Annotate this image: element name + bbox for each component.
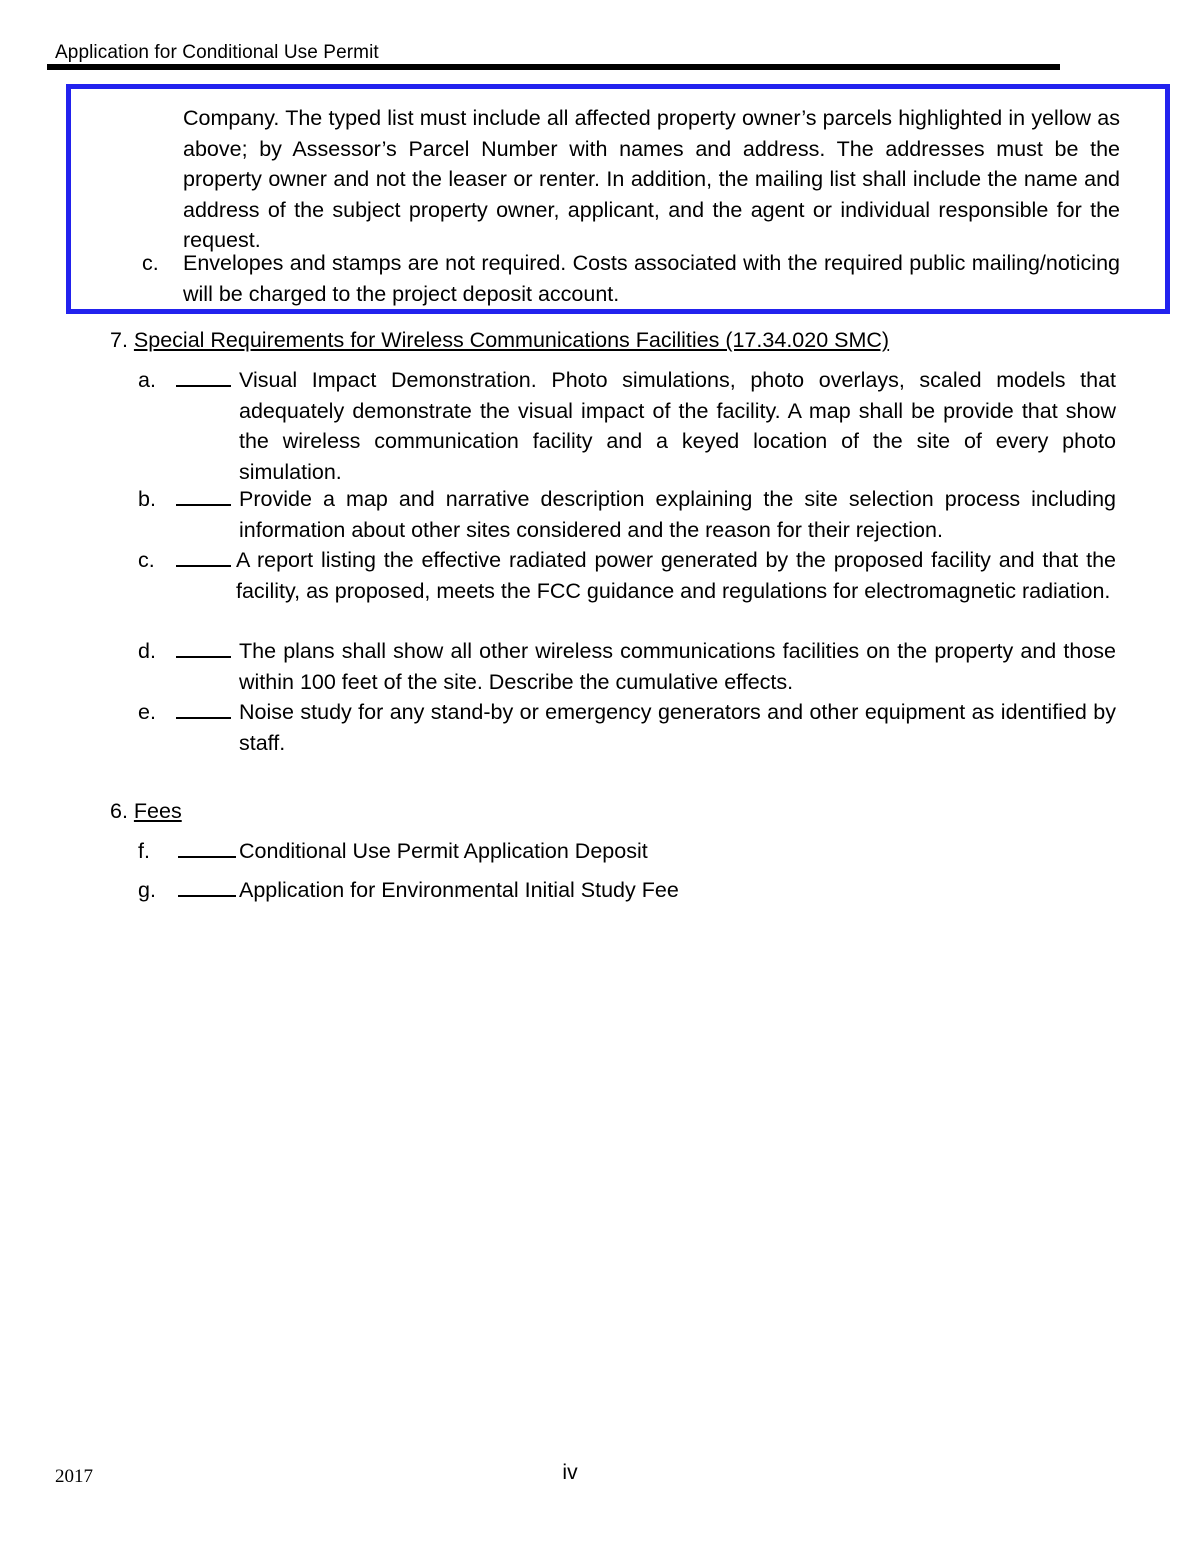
- callout-content: [71, 89, 1165, 309]
- section-7-item-a-text: Visual Impact Demonstration. Photo simulations, photo overlays, scaled models that adequately demonstrate the visual impact of the facility. A map shall be provide that show the wireless communication facility and a keyed location of the site of every photo simulation.: [239, 368, 1116, 484]
- section-7-item-c-text: A report listing the effective radiated power generated by the proposed facility and that the facility, as proposed, meets the FCC guidance and regulations for electromagnetic radiation.: [236, 548, 1116, 603]
- callout-item-c-marker: c.: [142, 251, 159, 275]
- footer-page-number: iv: [562, 1461, 578, 1484]
- section-7-item-d-blank[interactable]: [176, 656, 231, 658]
- section-7-item-b-marker: b.: [138, 487, 156, 511]
- section-6-item-f: [138, 836, 1116, 867]
- section-7-number: 7.: [110, 328, 134, 352]
- section-7-item-c-blank[interactable]: [176, 565, 231, 567]
- section-7-item-a-marker: a.: [138, 368, 156, 392]
- header-divider-rule: [47, 64, 1060, 70]
- section-7-item-c: [138, 545, 1116, 606]
- section-7-item-d-text: The plans shall show all other wireless communications facilities on the property and those within 100 feet of the site. Describe the cumulative effects.: [239, 639, 1116, 694]
- section-6-item-f-text: Conditional Use Permit Application Deposit: [239, 839, 648, 863]
- footer-year: 2017: [55, 1466, 93, 1487]
- section-6-number: 6.: [110, 799, 134, 823]
- section-7-item-b: [138, 484, 1116, 545]
- section-7-item-b-blank[interactable]: [176, 504, 231, 506]
- section-7-title: Special Requirements for Wireless Communications Facilities (17.34.020 SMC): [133, 328, 890, 352]
- callout-item-c: [142, 248, 1120, 309]
- section-7-item-c-marker: c.: [138, 548, 155, 572]
- section-6-item-g-blank[interactable]: [178, 895, 236, 897]
- section-7-item-b-text: Provide a map and narrative description explaining the site selection process including information about other sites considered and the reason for their rejection.: [239, 487, 1116, 542]
- section-7-item-e-blank[interactable]: [176, 717, 231, 719]
- section-6-item-g-marker: g.: [138, 878, 156, 902]
- section-6-title: Fees: [133, 799, 182, 823]
- callout-item-c-text: Envelopes and stamps are not required. Costs associated with the required public mailing/noticing will be charged to the project deposit account.: [183, 251, 1120, 306]
- section-6-item-f-marker: f.: [138, 839, 150, 863]
- callout-paragraph: Company. The typed list must include all affected property owner’s parcels highlighted in yellow as above; by Assessor’s Parcel Number with names and address. The addresses must be the property owner and not the leaser or renter. In addition, the mailing list shall include the name and address of the subject property owner, applicant, and the agent or individual responsible for the request.: [183, 106, 1120, 252]
- section-7-item-d-marker: d.: [138, 639, 156, 663]
- section-6-item-f-blank[interactable]: [178, 856, 236, 858]
- section-7-item-d: [138, 636, 1116, 697]
- section-7-item-e-marker: e.: [138, 700, 156, 724]
- section-6-item-g-text: Application for Environmental Initial Study Fee: [239, 878, 679, 902]
- section-7-item-e-text: Noise study for any stand-by or emergency generators and other equipment as identified by staff.: [239, 700, 1116, 755]
- section-6-heading: [110, 796, 182, 826]
- section-7-heading: [110, 325, 889, 355]
- section-7-item-e: [138, 697, 1116, 758]
- section-6-item-g: [138, 875, 1116, 906]
- page-header-title: Application for Conditional Use Permit: [55, 42, 379, 63]
- highlighted-callout-box: [66, 84, 1170, 314]
- section-7-item-a-blank[interactable]: [176, 385, 231, 387]
- section-7-item-a: [138, 365, 1116, 487]
